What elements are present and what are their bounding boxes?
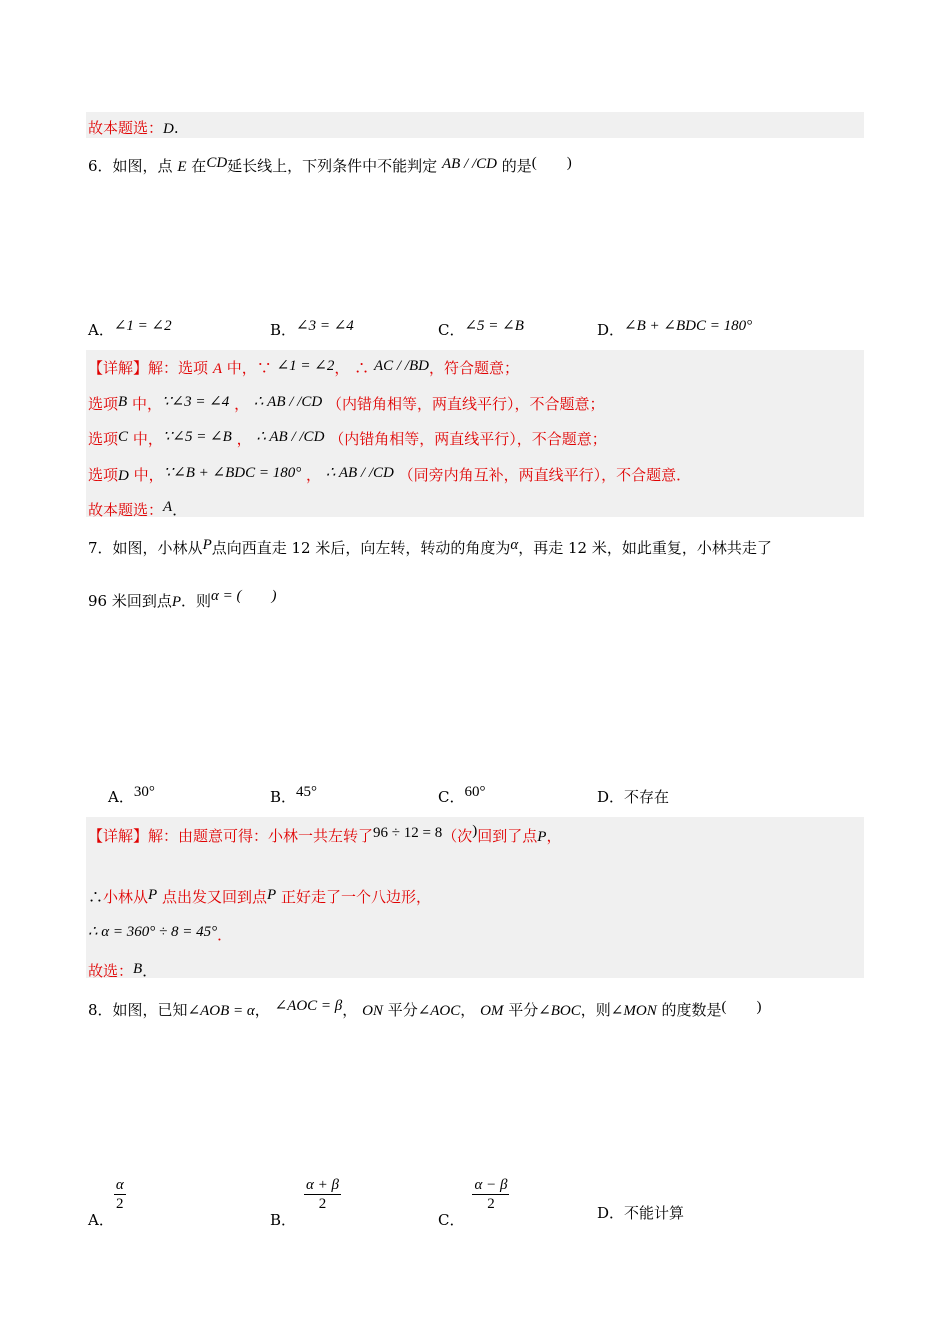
- q7-solution-line-3: [88, 920, 233, 944]
- math-var: P: [267, 887, 277, 903]
- solution-text: ，: [306, 466, 322, 484]
- solution-text: 回到了点: [477, 827, 538, 845]
- stem-text: 如图，已知: [112, 1001, 188, 1019]
- solution-text: 故本题选：: [88, 501, 164, 519]
- stem-text: 如图，小林从: [112, 539, 203, 557]
- math-expr: ∴ AB / /CD: [256, 429, 325, 445]
- stem-text: ．则: [181, 592, 212, 610]
- math-expr: ∠BOC: [538, 1003, 581, 1019]
- q6-option-d[interactable]: [597, 319, 752, 340]
- answer-box-q5: [86, 112, 864, 138]
- option-label: A．: [108, 788, 134, 806]
- solution-text: ，: [234, 395, 250, 413]
- q6-solution-line-2: [88, 393, 604, 414]
- q8-option-c[interactable]: [438, 1176, 509, 1229]
- math-var: D: [118, 468, 129, 484]
- math-expr: ∠MON: [610, 1003, 657, 1019]
- q6-option-c[interactable]: [438, 319, 524, 340]
- solution-text: 点出发又回到点: [161, 888, 267, 906]
- solution-text: 解：选项: [148, 359, 209, 377]
- solution-text: ，: [236, 430, 252, 448]
- therefore-symbol: ∴: [354, 359, 370, 377]
- math-expr: α = ( ): [211, 588, 277, 604]
- math-var: α: [510, 537, 519, 553]
- solution-text: 中，: [132, 430, 163, 448]
- math-expr: ∠AOC = β: [274, 998, 343, 1014]
- answer-paren: ( ): [721, 999, 762, 1015]
- solution-text: 选项: [88, 466, 119, 484]
- math-expr: ∴ AB / /CD: [253, 394, 323, 410]
- fraction-numerator: α: [115, 1177, 124, 1193]
- option-label: B．: [270, 321, 297, 339]
- option-text: 不能计算: [624, 1204, 685, 1222]
- solution-head: 【详解】: [88, 827, 149, 845]
- solution-text: 选项: [88, 430, 119, 448]
- q6-solution-line-3: [88, 428, 607, 449]
- q7-option-c[interactable]: [438, 786, 485, 807]
- stem-text: 延长线上，下列条件中不能判定: [227, 157, 438, 175]
- math-var: P: [202, 537, 212, 553]
- therefore-symbol: ∴: [88, 888, 104, 906]
- solution-text: 中，: [133, 466, 164, 484]
- question-number: 8．: [88, 1001, 113, 1019]
- solution-text: （内错角相等，两直线平行），不合题意；: [326, 395, 605, 413]
- q8-option-a[interactable]: [88, 1176, 126, 1229]
- q7-solution-line-2: [88, 886, 431, 907]
- q6-option-b[interactable]: [270, 319, 354, 340]
- stem-text: 如图，点: [112, 157, 173, 175]
- solution-text: ，符合题意；: [428, 359, 519, 377]
- solution-text: ．: [142, 962, 158, 980]
- solution-text: ，: [334, 359, 350, 377]
- math-expr: ∵∠B + ∠BDC = 180°: [163, 465, 302, 481]
- math-var: A: [163, 499, 173, 515]
- math-var: E: [177, 159, 187, 175]
- q6-solution-line-1: [88, 357, 519, 378]
- math-expr: ∴ AB / /CD: [325, 465, 394, 481]
- math-var: B: [118, 394, 128, 410]
- stem-text: ，再走 12 米，如此重复，小林共走了: [518, 539, 772, 557]
- math-expr: ∵∠3 = ∠4: [161, 394, 230, 410]
- fraction-denominator: 2: [318, 1196, 327, 1212]
- fraction-numerator: α − β: [474, 1177, 508, 1193]
- option-label: C．: [438, 321, 465, 339]
- option-label: D．: [597, 788, 625, 806]
- question-6-stem: [88, 155, 572, 176]
- solution-text: 小林从: [103, 888, 149, 906]
- option-expr: ∠B + ∠BDC = 180°: [624, 318, 753, 334]
- stem-text: 平分: [387, 1001, 418, 1019]
- fraction-numerator: α + β: [306, 1177, 339, 1193]
- q7-option-a[interactable]: [108, 786, 155, 807]
- option-expr: 30°: [133, 784, 155, 800]
- stem-text: 在: [191, 157, 207, 175]
- solution-text: 故选：: [88, 962, 134, 980]
- question-number: 7．: [88, 539, 113, 557]
- q6-option-a[interactable]: [88, 319, 172, 340]
- math-var: OM: [480, 1003, 504, 1019]
- option-expr: ∠1 = ∠2: [113, 318, 172, 334]
- option-expr: 60°: [464, 784, 486, 800]
- math-var: B: [133, 961, 143, 977]
- fraction: [472, 1176, 509, 1213]
- paren: ): [472, 823, 478, 839]
- stem-text: ，: [254, 1001, 270, 1019]
- math-expr: AB / /CD: [441, 156, 497, 172]
- option-label: D．: [597, 321, 625, 339]
- q6-solution-line-5: [88, 499, 187, 520]
- option-expr: ∠3 = ∠4: [296, 318, 354, 334]
- fraction-denominator: 2: [116, 1196, 124, 1212]
- math-var: P: [171, 594, 182, 610]
- solution-text: ，: [546, 827, 562, 845]
- solution-text: 选项: [88, 395, 119, 413]
- option-expr: ∠5 = ∠B: [464, 318, 524, 334]
- solution-text: （次: [442, 827, 473, 845]
- option-label: C．: [438, 1210, 465, 1229]
- question-8-stem: [88, 999, 762, 1020]
- question-7-stem-line-2: [88, 590, 277, 611]
- q8-option-b[interactable]: [270, 1176, 341, 1229]
- option-label: B．: [270, 788, 297, 806]
- math-var: P: [537, 829, 547, 845]
- math-var: CD: [206, 155, 228, 171]
- option-label: A．: [88, 1210, 114, 1229]
- solution-head: 【详解】: [88, 359, 149, 377]
- solution-text: 正好走了一个八边形，: [280, 888, 431, 906]
- option-label: C．: [438, 788, 465, 806]
- answer-paren: ( ): [531, 155, 572, 171]
- math-expr: 96 ÷ 12 = 8: [373, 825, 443, 841]
- answer-value: D: [163, 121, 174, 137]
- solution-text: （同旁内角互补，两直线平行），不合题意．: [398, 466, 692, 484]
- stem-text: 平分: [508, 1001, 539, 1019]
- stem-text: ，: [460, 1001, 476, 1019]
- question-number: 6．: [88, 157, 113, 175]
- fraction: [114, 1176, 126, 1213]
- math-expr: ∠AOB = α: [187, 1003, 255, 1019]
- solution-text: 解：由题意可得：小林一共左转了: [148, 827, 374, 845]
- q7-solution-line-4: [88, 960, 157, 981]
- stem-text: 的是: [501, 157, 532, 175]
- math-var: P: [148, 887, 158, 903]
- solution-text: ．: [217, 926, 233, 944]
- q7-option-d[interactable]: [597, 786, 669, 807]
- answer-prefix: 故本题选：: [88, 119, 164, 137]
- option-label: D．: [597, 1204, 625, 1222]
- option-expr: 45°: [296, 784, 318, 800]
- solution-text: （内错角相等，两直线平行），不合题意；: [329, 430, 607, 448]
- answer-line-q5: [88, 117, 179, 138]
- q7-option-b[interactable]: [270, 786, 317, 807]
- solution-text: 中，: [226, 359, 257, 377]
- math-expr: ∵∠5 = ∠B: [162, 429, 232, 445]
- q7-solution-line-1: [88, 825, 561, 846]
- math-expr: ∠1 = ∠2: [276, 358, 335, 374]
- solution-text: ．: [172, 501, 188, 519]
- math-expr: ∠AOC: [417, 1003, 461, 1019]
- math-var: ON: [362, 1003, 383, 1019]
- stem-text: ，: [342, 1001, 358, 1019]
- math-var: A: [212, 361, 222, 377]
- fraction: [304, 1176, 341, 1213]
- q6-solution-line-4: [88, 464, 691, 485]
- solution-text: 中，: [131, 395, 162, 413]
- option-label: B．: [270, 1210, 297, 1229]
- fraction-denominator: 2: [487, 1196, 495, 1212]
- option-label: A．: [88, 321, 114, 339]
- question-7-stem-line-1: [88, 537, 772, 558]
- stem-text: 点向西直走 12 米后，向左转，转动的角度为: [211, 539, 511, 557]
- math-expr: AC / /BD: [373, 358, 429, 374]
- option-expr: 不存在: [624, 788, 670, 806]
- stem-text: ，则: [580, 1001, 611, 1019]
- stem-text: 的度数是: [661, 1001, 722, 1019]
- q8-option-d[interactable]: [597, 1202, 684, 1223]
- math-expr: ∴ α = 360° ÷ 8 = 45°: [88, 924, 218, 940]
- math-var: C: [118, 429, 129, 445]
- because-symbol: ∵: [256, 359, 272, 377]
- answer-suffix: .: [173, 119, 179, 137]
- stem-text: 96 米回到点: [88, 592, 172, 610]
